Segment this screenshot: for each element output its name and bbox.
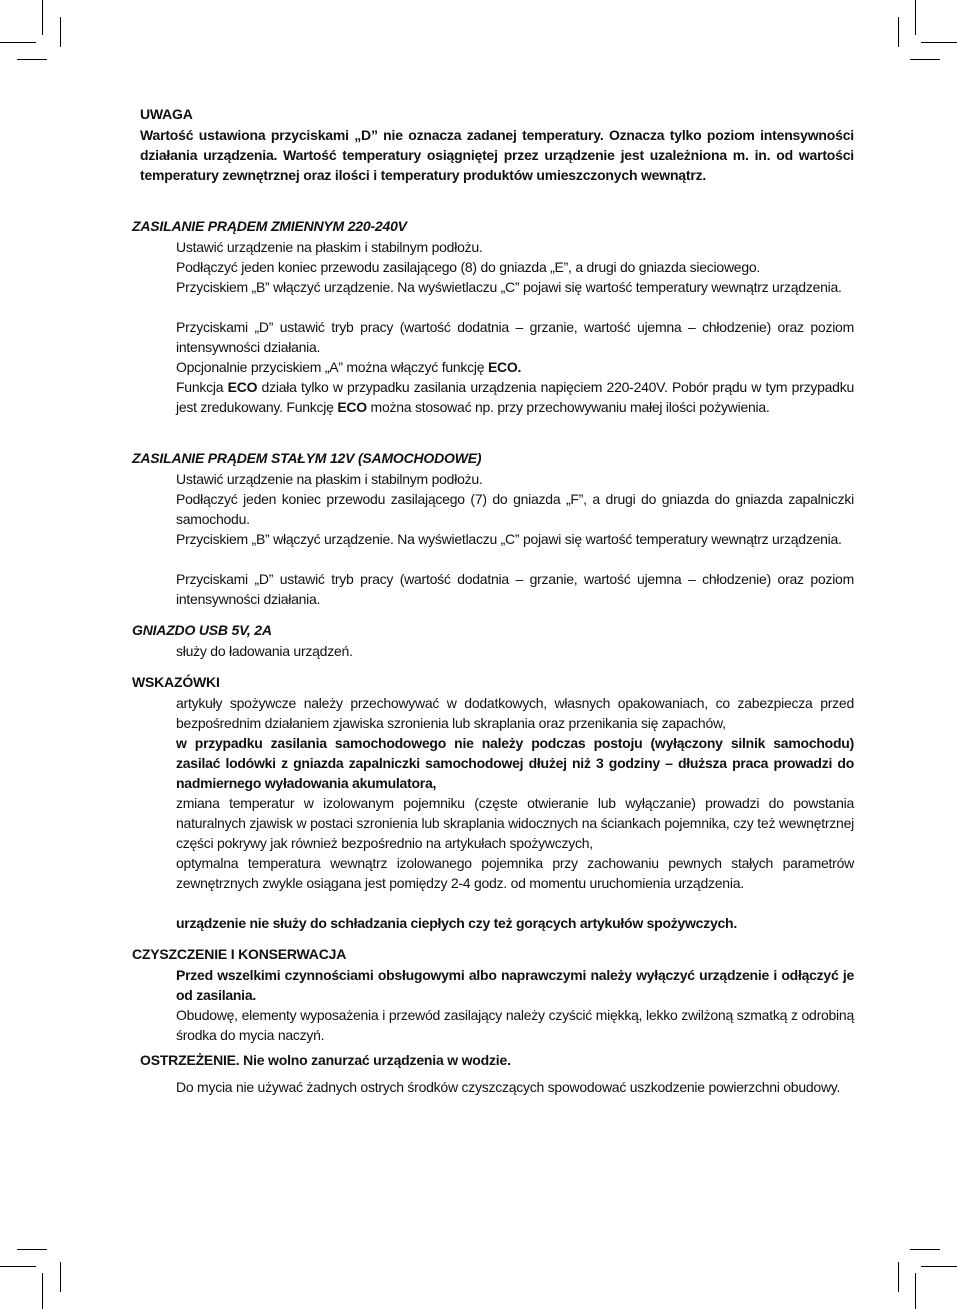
crop-mark bbox=[915, 0, 916, 35]
ac-power-p3: Przyciskiem „B” włączyć urządzenie. Na wyświetlaczu „C” pojawi się wartość temperatury wewnątrz urządzenia. bbox=[176, 279, 842, 295]
crop-mark bbox=[921, 1266, 957, 1267]
dc-power-title: ZASILANIE PRĄDEM STAŁYM 12V (SAMOCHODOWE) bbox=[132, 450, 482, 466]
eco-label: ECO bbox=[227, 379, 258, 395]
tips-p5: urządzenie nie służy do schładzania ciepłych czy też gorących artykułów spożywczych. bbox=[176, 915, 737, 931]
crop-mark bbox=[921, 42, 957, 43]
usb-p1: służy do ładowania urządzeń. bbox=[176, 643, 353, 659]
cleaning-p2: Obudowę, elementy wyposażenia i przewód zasilający należy czyścić miękką, lekko zwilżoną szmatką z odrobiną środka do mycia naczyń. bbox=[176, 1007, 854, 1043]
ac-power-p4: Przyciskami „D” ustawić tryb pracy (wartość dodatnia – grzanie, wartość ujemna – chłodzenie) oraz poziom intensywności działania. bbox=[176, 319, 854, 355]
crop-mark bbox=[42, 0, 43, 35]
dc-power-p4: Przyciskami „D” ustawić tryb pracy (wartość dodatnia – grzanie, wartość ujemna – chłodzenie) oraz poziom intensywności działania. bbox=[176, 571, 854, 607]
ac-power-p6 bbox=[176, 377, 854, 417]
uwaga-body: Wartość ustawiona przyciskami „D” nie oznacza zadanej temperatury. Oznacza tylko poziom intensywności działania urządzenia. Wartość temperatury osiągniętej przez urządzenie jest uzależniona m. in. od wartości temperatury zewnętrznej oraz ilości i temperatury produktów umieszczonych wewnątrz. bbox=[140, 127, 854, 183]
dc-power-p3: Przyciskiem „B” włączyć urządzenie. Na wyświetlaczu „C” pojawi się wartość temperatury wewnątrz urządzenia. bbox=[176, 531, 842, 547]
crop-mark bbox=[0, 42, 36, 43]
crop-mark bbox=[17, 1249, 47, 1250]
crop-mark bbox=[910, 1249, 940, 1250]
crop-mark bbox=[910, 59, 940, 60]
ac-power-p2: Podłączyć jeden koniec przewodu zasilającego (8) do gniazda „E”, a drugi do gniazda sieciowego. bbox=[176, 259, 761, 275]
crop-mark bbox=[60, 17, 61, 47]
crop-mark bbox=[898, 1262, 899, 1292]
dc-power-p1: Ustawić urządzenie na płaskim i stabilnym podłożu. bbox=[176, 471, 483, 487]
ac-power-p6-e: można stosować np. przy przechowywaniu małej ilości pożywienia. bbox=[366, 399, 770, 415]
cleaning-p3: Do mycia nie używać żadnych ostrych środków czyszczących spowodować uszkodzenie powierzchni obudowy. bbox=[176, 1079, 841, 1095]
tips-p2: w przypadku zasilania samochodowego nie należy podczas postoju (wyłączony silnik samochodu) zasilać lodówki z gniazda zapalniczki samochodowej dłużej niż 3 godziny – dłuższa praca prowadzi do nadmiernego wyładowania akumulatora, bbox=[176, 735, 854, 791]
crop-mark bbox=[17, 59, 47, 60]
cleaning-p1: Przed wszelkimi czynnościami obsługowymi albo naprawczymi należy wyłączyć urządzenie i odłączyć je od zasilania. bbox=[176, 967, 854, 1003]
crop-mark bbox=[898, 17, 899, 47]
tips-p3: zmiana temperatur w izolowanym pojemniku (częste otwieranie lub wyłączanie) prowadzi do powstania naturalnych zjawisk w postaci szronienia lub skraplania widocznych na ściankach pojemnika, czy też wewnętrznej części pokrywy jak również bezpośrednio na artykułach spożywczych, bbox=[176, 795, 854, 851]
tips-p1: artykuły spożywcze należy przechowywać w dodatkowych, własnych opakowaniach, co zabezpiecza przed bezpośrednim działaniem zjawiska szronienia lub skraplania oraz przenikania się zapachów, bbox=[176, 695, 854, 731]
ac-power-p5 bbox=[176, 357, 854, 377]
uwaga-title: UWAGA bbox=[140, 106, 193, 122]
usb-title: GNIAZDO USB 5V, 2A bbox=[132, 622, 272, 638]
ac-power-p5-text: Opcjonalnie przyciskiem „A” można włączyć funkcję bbox=[176, 359, 488, 375]
tips-title: WSKAZÓWKI bbox=[132, 674, 220, 690]
cleaning-title: CZYSZCZENIE I KONSERWACJA bbox=[132, 946, 347, 962]
ac-power-p6-c: działa tylko w przypadku zasilania urządzenia napięciem 220-240V. Pobór prądu w tym przypadku jest zredukowany. Funkcję bbox=[176, 379, 854, 415]
eco-label: ECO. bbox=[487, 359, 522, 375]
crop-mark bbox=[60, 1262, 61, 1292]
ac-power-p1: Ustawić urządzenie na płaskim i stabilnym podłożu. bbox=[176, 239, 483, 255]
ac-power-p6-a: Funkcja bbox=[176, 379, 228, 395]
crop-mark bbox=[42, 1273, 43, 1309]
ac-power-title: ZASILANIE PRĄDEM ZMIENNYM 220-240V bbox=[132, 218, 407, 234]
tips-p4: optymalna temperatura wewnątrz izolowanego pojemnika przy zachowaniu pewnych stałych parametrów zewnętrznych zwykle osiągana jest pomiędzy 2-4 godz. od momentu uruchomienia urządzenia. bbox=[176, 855, 854, 891]
cleaning-warning: OSTRZEŻENIE. Nie wolno zanurzać urządzenia w wodzie. bbox=[140, 1052, 511, 1068]
crop-mark bbox=[915, 1273, 916, 1309]
dc-power-p2: Podłączyć jeden koniec przewodu zasilającego (7) do gniazda „F”, a drugi do gniazda do gniazda zapalniczki samochodu. bbox=[176, 491, 854, 527]
crop-mark bbox=[0, 1266, 36, 1267]
eco-label: ECO bbox=[337, 399, 367, 415]
